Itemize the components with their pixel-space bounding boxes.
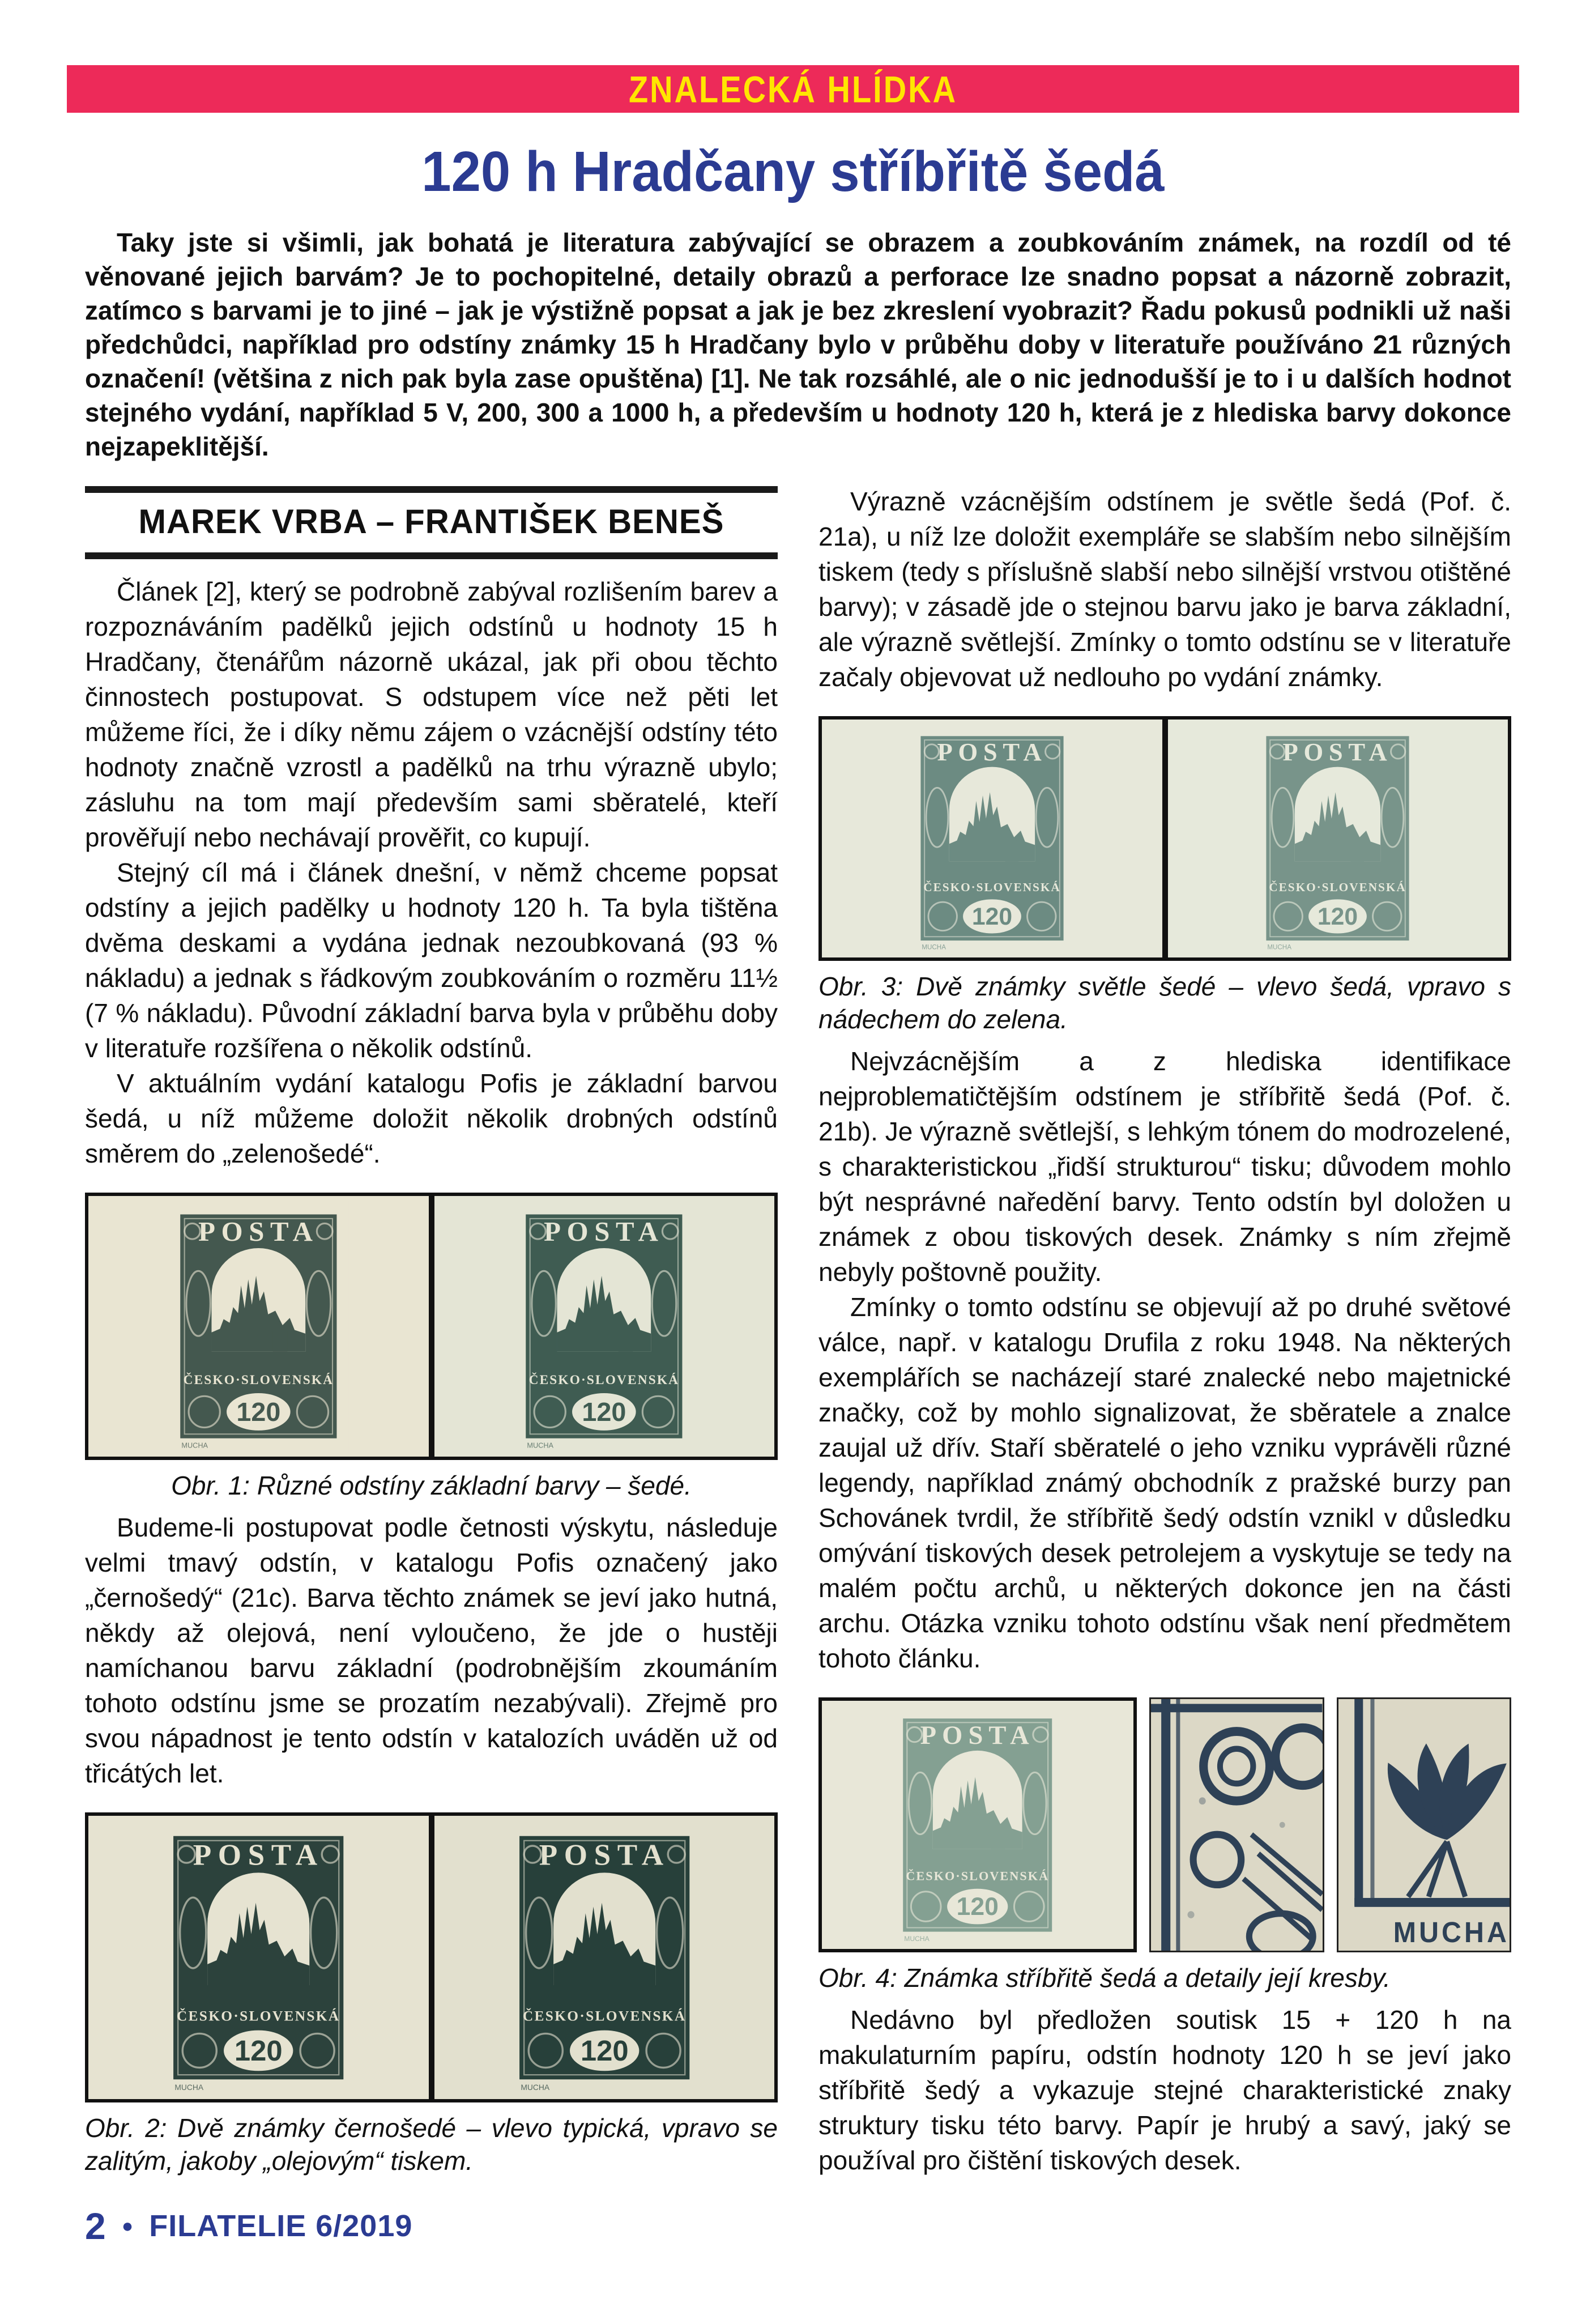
hradcany-stamp-image bbox=[168, 1200, 349, 1453]
hradcany-stamp-image bbox=[160, 1820, 356, 2095]
stamp-country-label: ČESKO·SLOVENSKÁ bbox=[522, 2007, 687, 2024]
stamp-value-label: 120 bbox=[971, 903, 1012, 931]
authors-names: MAREK VRBA – FRANTIŠEK BENEŠ bbox=[138, 503, 724, 540]
figure-1 bbox=[85, 1193, 778, 1502]
paragraph: Článek [2], který se podrobně zabýval rozlišením barev a rozpoznáváním padělků jejich odstínů u hodnoty 15 h Hradčany, čtenářům názorně ukázal, jak při obou těchto činnostech postupovat. S odstupem více než pěti let můžeme říci, že i díky němu zájem o vzácnější odstíny této hodnoty značně vzrostl a padělků na trhu výrazně ubylo; zásluhu na tom mají především sami sběratelé, kteří prověřují nebo nechávají prověřit, co kupují. bbox=[85, 577, 778, 852]
figure-2-photos bbox=[85, 1812, 778, 2102]
stamp-signature: MUCHA bbox=[1267, 943, 1292, 951]
detail-speckle-1 bbox=[1199, 1797, 1206, 1804]
stamp-posta-label: POSTA bbox=[198, 1216, 319, 1248]
figure-3-caption: Obr. 3: Dvě známky světle šedé – vlevo šedá, vpravo s nádechem do zelena. bbox=[818, 972, 1511, 1034]
stamp-photo-blackgrey-right bbox=[434, 1816, 775, 2099]
stamp-value-label: 120 bbox=[1318, 903, 1358, 931]
section-banner-label: ZNALECKÁ HLÍDKA bbox=[628, 67, 958, 110]
stamp-posta-label: POSTA bbox=[920, 1721, 1035, 1750]
figure-3 bbox=[818, 716, 1511, 1036]
figure-4 bbox=[818, 1697, 1511, 1994]
detail-signature-drawing bbox=[1338, 1699, 1510, 1951]
stamp-country-label: ČESKO·SLOVENSKÁ bbox=[906, 1868, 1050, 1883]
stamp-detail-ornament bbox=[1149, 1697, 1324, 1952]
stamp-dome-tower bbox=[620, 1957, 636, 1985]
magazine-issue: FILATELIE 6/2019 bbox=[149, 2209, 413, 2243]
detail-frame-vertical bbox=[1354, 1699, 1363, 1906]
figure-1-caption: Obr. 1: Různé odstíny základní barvy – šedé. bbox=[171, 1471, 692, 1500]
stamp-posta-label: POSTA bbox=[544, 1216, 664, 1248]
page-number: 2 bbox=[85, 2205, 106, 2247]
stamp-photo-blackgrey-left bbox=[88, 1816, 429, 2099]
stamp-photo-grey-left bbox=[88, 1196, 429, 1457]
paragraph: Stejný cíl má i článek dnešní, v němž chceme popsat odstíny a jejich padělky u hodnoty 120 h. Ta byla tištěna dvěma deskami a vydána jednak nezoubkovaná (93 % nákladu) a jednak s řádkovým zoubkováním o rozměru 11½ (7 % nákladu). Původní základní barva byla v průběhu doby v literatuře rozšířena o několik odstínů. bbox=[85, 858, 778, 1063]
paragraph: Budeme-li postupovat podle četnosti výskytu, následuje velmi tmavý odstín, v katalogu Pofis označený jako „černošedý“ (21c). Barva těchto známek se jeví jako hutná, někdy až olejová, není vyloučeno, že jde o hustěji namíchanou barvu základní (podrobnějším zkoumáním tohoto odstínu jsme se prozatím nezabývali). Zřejmě pro svou nápadnost je tento odstín v katalozích uváděn už od třicátých let. bbox=[85, 1513, 778, 1788]
stamp-country-label: ČESKO·SLOVENSKÁ bbox=[183, 1372, 334, 1387]
detail-speckle-3 bbox=[1188, 1911, 1195, 1918]
hradcany-stamp-image bbox=[514, 1200, 694, 1453]
figure-2-caption: Obr. 2: Dvě známky černošedé – vlevo typická, vpravo se zalitým, jakoby „olejovým“ tiskem. bbox=[85, 2113, 778, 2176]
page-footer bbox=[85, 2204, 778, 2248]
figure-2 bbox=[85, 1812, 778, 2177]
stamp-posta-label: POSTA bbox=[937, 738, 1047, 767]
detail-border-line bbox=[1161, 1699, 1170, 1951]
stamp-value-label: 120 bbox=[234, 2034, 283, 2067]
stamp-signature: MUCHA bbox=[527, 1441, 554, 1450]
stamp-signature: MUCHA bbox=[181, 1441, 208, 1450]
detail-frame-horizontal bbox=[1354, 1898, 1510, 1907]
hradcany-stamp-image bbox=[506, 1820, 702, 2095]
paragraph: Nejvzácnějším a z hlediska identifikace nejproblematičtějším odstínem je stříbřitě šedá (Pof. č. 21b). Je výrazně světlejší, s lehkým tónem do modrozelené, s charakteristickou „řidší strukturou“ tisku; důvodem mohlo být nesprávné naředění barvy. Tento odstín byl doložen u známek z obou tiskových desek. Známky s ním zřejmě nebyly poštovně použity. bbox=[818, 1046, 1511, 1287]
stamp-posta-label: POSTA bbox=[193, 1838, 324, 1872]
figure-4-photos bbox=[818, 1697, 1511, 1952]
hradcany-stamp-image bbox=[910, 723, 1075, 954]
stamp-photo-lightgrey-right bbox=[1168, 720, 1508, 957]
intro-paragraph: Taky jste si všimli, jak bohatá je literatura zabývající se obrazem a zoubkováním známek, na rozdíl od té věnované jejich barvám? Je to pochopitelné, detaily obrazů a perforace lze snadno popsat a názorně zobrazit, zatímco s barvami je to jiné – jak je výstižně popsat a jak je bez zkreslení vyobrazit? Řadu pokusů podnikli už naši předchůdci, například pro odstíny známky 15 h Hradčany bylo v průběhu doby v literatuře používáno 21 různých označení! (většina z nich pak byla zase opuštěna) [1]. Ne tak rozsáhlé, ale o nic jednodušší je to i u dalších hodnot stejného vydání, například 5 V, 200, 300 a 1000 h, a především u hodnoty 120 h, která je z hlediska barvy dokonce nejzapeklitější. bbox=[85, 228, 1511, 461]
stamp-dome-tower bbox=[991, 1825, 1005, 1849]
stamp-value-label: 120 bbox=[957, 1892, 999, 1921]
stamp-posta-label: POSTA bbox=[1282, 738, 1393, 767]
paragraph: Výrazně vzácnějším odstínem je světle šedá (Pof. č. 21a), u níž lze doložit exempláře se slabším nebo silnějším tiskem (tedy s příslušně slabší nebo silnější vrstvou otištěné barvy); v zásadě jde o stejnou barvu jako je barva základní, ale výrazně světlejší. Zmínky o tomto odstínu se v literatuře začaly objevovat už nedlouho po vydání známky. bbox=[818, 487, 1511, 692]
stamp-country-label: ČESKO·SLOVENSKÁ bbox=[176, 2007, 340, 2024]
detail-speckle-2 bbox=[1280, 1822, 1285, 1828]
paragraph: V aktuálním vydání katalogu Pofis je základní barvou šedá, u níž můžeme doložit několik drobných odstínů směrem do „zelenošedé“. bbox=[85, 1069, 778, 1168]
stamp-value-label: 120 bbox=[236, 1397, 281, 1427]
left-column bbox=[85, 484, 778, 2248]
stamp-country-label: ČESKO·SLOVENSKÁ bbox=[528, 1372, 680, 1387]
stamp-value-label: 120 bbox=[580, 2034, 629, 2067]
detail-frame-vertical-2 bbox=[1370, 1699, 1374, 1906]
figure-4-caption: Obr. 4: Známka stříbřitě šedá a detaily její kresby. bbox=[818, 1963, 1391, 1993]
stamp-dome-tower bbox=[274, 1957, 290, 1985]
right-column bbox=[818, 484, 1511, 2248]
stamp-dome-tower bbox=[619, 1326, 633, 1352]
stamp-detail-signature bbox=[1337, 1697, 1511, 1952]
stamp-photo-silvergrey bbox=[818, 1697, 1137, 1952]
stamp-signature: MUCHA bbox=[174, 2082, 204, 2092]
section-banner bbox=[67, 65, 1519, 113]
hradcany-stamp-image bbox=[1255, 723, 1420, 954]
detail-border-line-2 bbox=[1176, 1699, 1180, 1951]
figure-1-photos bbox=[85, 1193, 778, 1460]
stamp-country-label: ČESKO·SLOVENSKÁ bbox=[923, 880, 1061, 895]
authors-header bbox=[85, 486, 778, 559]
stamp-dome-tower bbox=[273, 1326, 287, 1352]
mucha-signature-label: MUCHA bbox=[1393, 1916, 1510, 1949]
stamp-photo-grey-right bbox=[434, 1196, 775, 1457]
detail-ornament-drawing bbox=[1151, 1699, 1322, 1951]
rule-bottom bbox=[85, 552, 778, 559]
stamp-signature: MUCHA bbox=[922, 943, 946, 951]
paragraph: Nedávno byl předložen soutisk 15 + 120 h na makulaturním papíru, odstín hodnoty 120 h se jeví jako stříbřitě šedý a vykazuje stejné charakteristické znaky struktury tisku této barvy. Papír je hrubý a savý, jaký se používal pro čištění tiskových desek. bbox=[818, 2005, 1511, 2175]
rule-top bbox=[85, 486, 778, 493]
stamp-dome-tower bbox=[1005, 838, 1018, 862]
stamp-posta-label: POSTA bbox=[539, 1838, 670, 1872]
paragraph: Zmínky o tomto odstínu se objevují až po druhé světové válce, např. v katalogu Drufila z roku 1948. Na některých exemplářích se nacházejí staré znalecké nebo majetnické značky, což by mohlo signalizovat, že sběratele a znalce zaujal už dřív. Staří sběratelé o jeho vzniku vyprávěli různé legendy, například známý obchodník z pražské burzy pan Schovánek tvrdil, že stříbřitě šedý odstín vznikl v důsledku omývání tiskových desek petrolejem a vyskytuje se tedy na malém počtu archů, u některých dokonce jen na části archu. Otázka vzniku tohoto odstínu však není předmětem tohoto článku. bbox=[818, 1292, 1511, 1673]
stamp-photo-lightgrey-left bbox=[822, 720, 1162, 957]
page-title: 120 h Hradčany stříbřitě šedá bbox=[421, 140, 1165, 203]
stamp-value-label: 120 bbox=[582, 1397, 626, 1427]
bullet-separator: ● bbox=[121, 2215, 134, 2237]
figure-3-photos bbox=[818, 716, 1511, 961]
two-column-layout bbox=[85, 484, 1511, 2248]
stamp-country-label: ČESKO·SLOVENSKÁ bbox=[1269, 880, 1406, 895]
stamp-dome-tower bbox=[1351, 838, 1364, 862]
stamp-signature: MUCHA bbox=[520, 2082, 549, 2092]
stamp-signature: MUCHA bbox=[904, 1934, 930, 1943]
hradcany-stamp-image bbox=[892, 1705, 1063, 1946]
